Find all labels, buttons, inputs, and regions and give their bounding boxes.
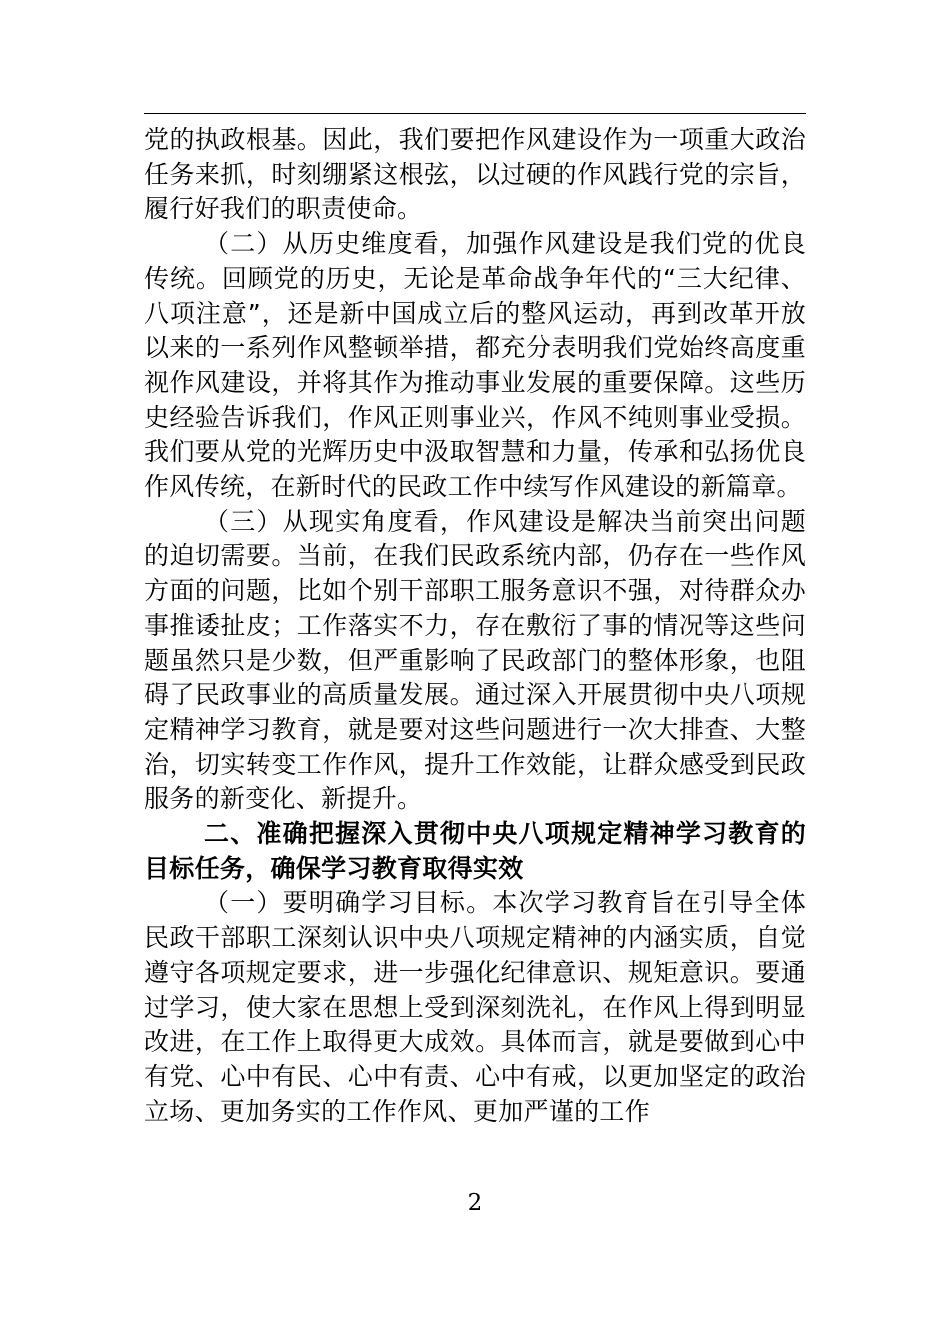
document-body <box>144 123 806 1129</box>
paragraph-history: （二）从历史维度看，加强作风建设是我们党的优良传统。回顾党的历史，无论是革命战争年代的“三大纪律、八项注意”，还是新中国成立后的整风运动，再到改革开放以来的一系列作风整顿举措，都充分表明我们党始终高度重视作风建设，并将其作为推动事业发展的重要保障。这些历史经验告诉我们，作风正则事业兴，作风不纯则事业受损。我们要从党的光辉历史中汲取智慧和力量，传承和弘扬优良作风传统，在新时代的民政工作中续写作风建设的新篇章。 <box>144 229 806 502</box>
paragraph-learning-goal: （一）要明确学习目标。本次学习教育旨在引导全体民政干部职工深刻认识中央八项规定精神的内涵实质，自觉遵守各项规定要求，进一步强化纪律意识、规矩意识。要通过学习，使大家在思想上受到深刻洗礼，在作风上得到明显改进，在工作上取得更大成效。具体而言，就是要做到心中有党、心中有民、心中有责、心中有戒，以更加坚定的政治立场、更加务实的工作作风、更加严谨的工作 <box>144 888 806 1126</box>
header-rule <box>144 113 806 114</box>
section-heading-two: 二、准确把握深入贯彻中央八项规定精神学习教育的目标任务，确保学习教育取得实效 <box>144 819 806 883</box>
page-number: 2 <box>467 1190 483 1216</box>
paragraph-continuation: 党的执政根基。因此，我们要把作风建设作为一项重大政治任务来抓，时刻绷紧这根弦，以过硬的作风践行党的宗旨，履行好我们的职责使命。 <box>144 125 806 224</box>
paragraph-reality: （三）从现实角度看，作风建设是解决当前突出问题的迫切需要。当前，在我们民政系统内部，仍存在一些作风方面的问题，比如个别干部职工服务意识不强，对待群众办事推诿扯皮；工作落实不力，存在敷衍了事的情况等这些问题虽然只是少数，但严重影响了民政部门的整体形象，也阻碍了民政事业的高质量发展。通过深入开展贯彻中央八项规定精神学习教育，就是要对这些问题进行一次大排查、大整治，切实转变工作作风，提升工作效能，让群众感受到民政服务的新变化、新提升。 <box>144 506 806 814</box>
